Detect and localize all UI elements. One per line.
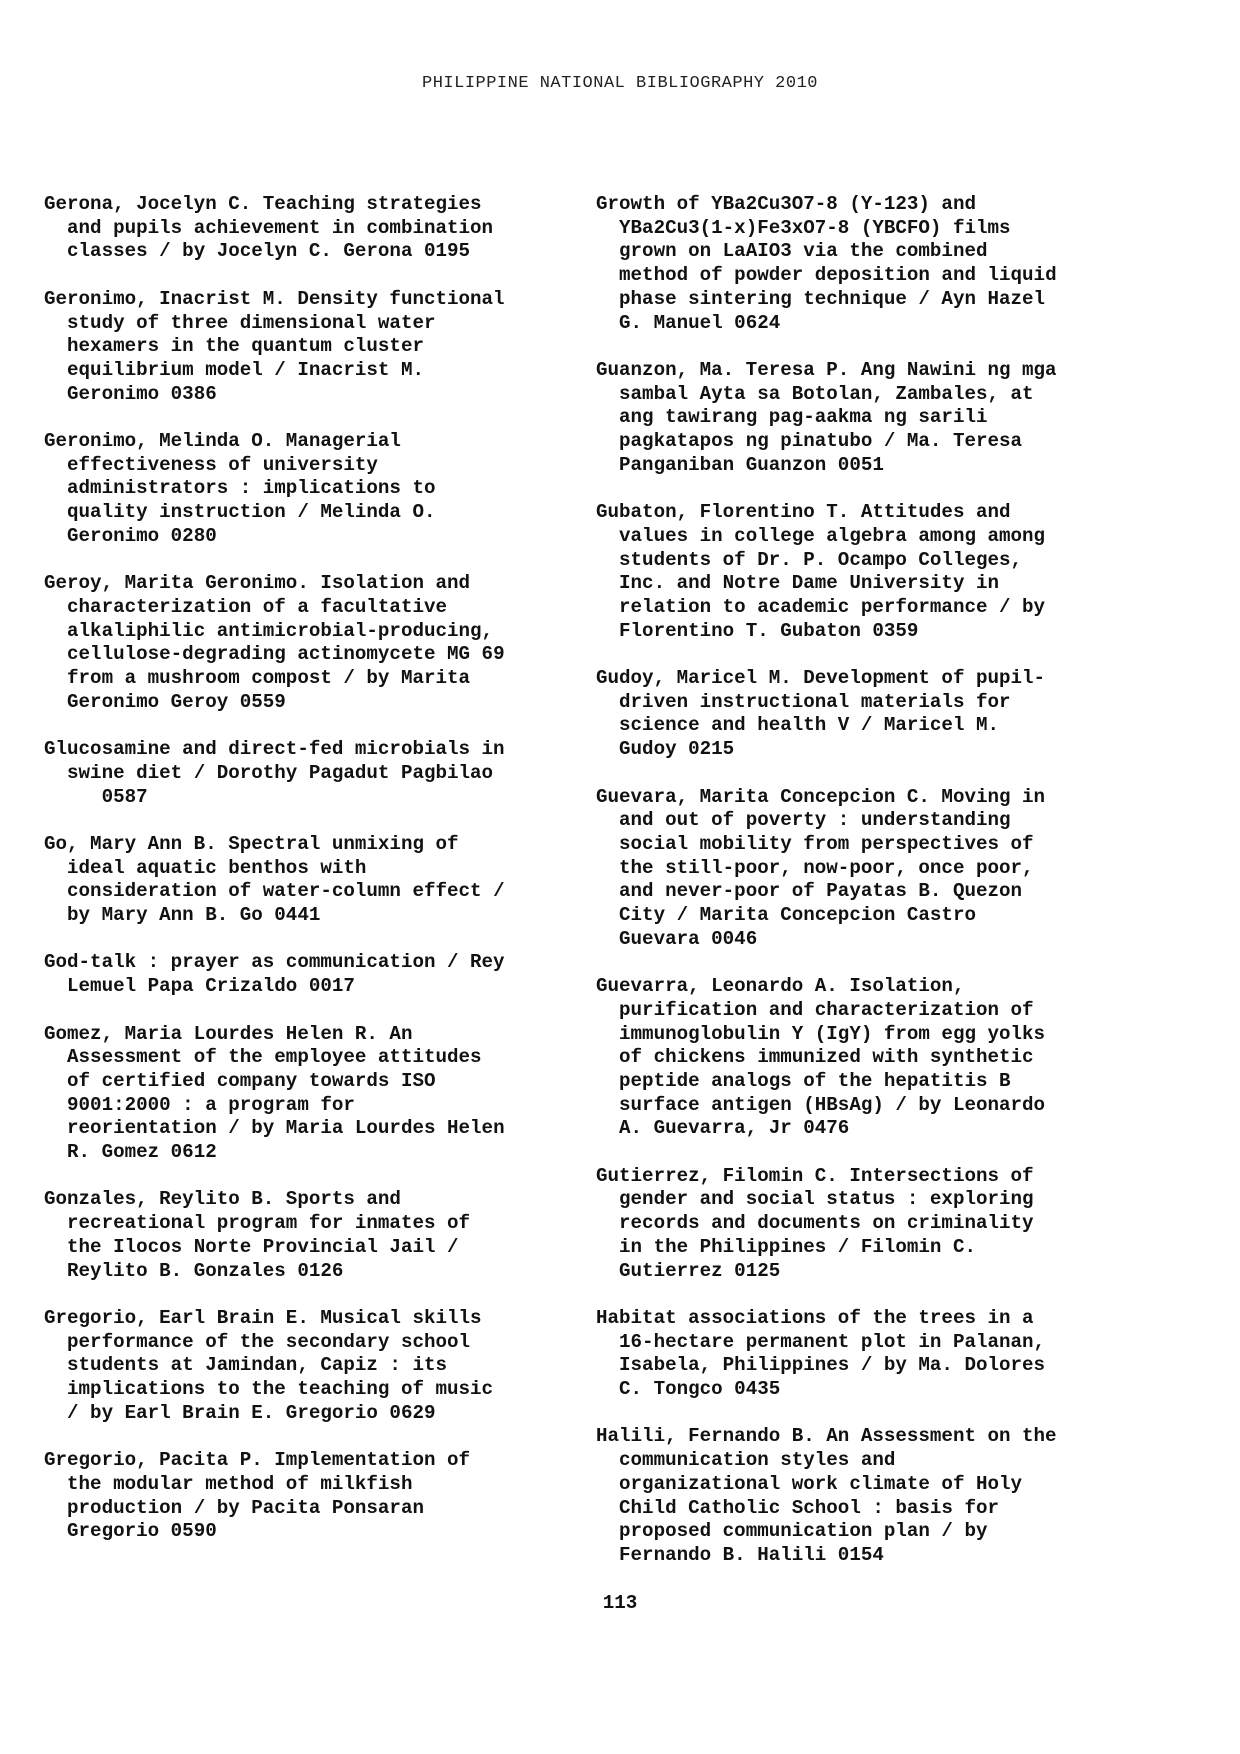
bibliography-entry: Geroy, Marita Geronimo. Isolation and characterization of a facultative alkaliphilic antimicrobial-producing, cellulose-degrading actinomycete MG 69 from a mushroom compost / by Marita Geronimo Geroy 0559 [44,572,505,713]
bibliography-entry: Geronimo, Melinda O. Managerial effectiveness of university administrators : implications to quality instruction / Melinda O. Geronimo 0280 [44,430,436,547]
bibliography-entry: Gubaton, Florentino T. Attitudes and values in college algebra among among students of Dr. P. Ocampo Colleges, Inc. and Notre Dame University in relation to academic performance / by Florentino T. Gubaton 0359 [596,501,1046,642]
bibliography-entry: Glucosamine and direct-fed microbials in swine diet / Dorothy Pagadut Pagbilao 0587 [44,738,505,808]
bibliography-entry: Growth of YBa2Cu3O7-8 (Y-123) and YBa2Cu3(1-x)Fe3xO7-8 (YBCFO) films grown on LaAIO3 via the combined method of powder deposition and liquid phase sintering technique / Ayn Hazel G. Manuel 0624 [596,193,1057,334]
page-number: 113 [602,1592,638,1614]
bibliography-entry: Geronimo, Inacrist M. Density functional study of three dimensional water hexamers in the quantum cluster equilibrium model / Inacrist M. Geronimo 0386 [44,287,505,405]
running-header: PHILIPPINE NATIONAL BIBLIOGRAPHY 2010 [422,74,818,93]
right-column [596,193,1116,1591]
bibliography-entry: Gregorio, Pacita P. Implementation of the modular method of milkfish production / by Pacita Ponsaran Gregorio 0590 [44,1449,471,1543]
bibliography-entry: Habitat associations of the trees in a 16-hectare permanent plot in Palanan, Isabela, Philippines / by Ma. Dolores C. Tongco 0435 [596,1306,1046,1401]
bibliography-entry: God-talk : prayer as communication / Rey Lemuel Papa Crizaldo 0017 [44,951,505,998]
bibliography-entry: Go, Mary Ann B. Spectral unmixing of ideal aquatic benthos with consideration of water-column effect / by Mary Ann B. Go 0441 [44,832,505,927]
bibliography-entry: Guevara, Marita Concepcion C. Moving in and out of poverty : understanding social mobility from perspectives of the still-poor, now-poor, once poor, and never-poor of Payatas B. Quezon City / Marita Concepcion Castro Guevara 0046 [596,785,1046,950]
bibliography-entry: Gudoy, Maricel M. Development of pupil- driven instructional materials for science and health V / Maricel M. Gudoy 0215 [596,667,1046,761]
bibliography-entry: Gregorio, Earl Brain E. Musical skills performance of the secondary school students at Jamindan, Capiz : its implications to the teaching of music / by Earl Brain E. Gregorio 0629 [44,1306,494,1424]
bibliography-entry: Guevarra, Leonardo A. Isolation, purification and characterization of immunoglobulin Y (IgY) from egg yolks of chickens immunized with synthetic peptide analogs of the hepatitis B surface antigen (HBsAg) / by Leonardo A. Guevarra, Jr 0476 [596,975,1046,1140]
bibliography-entry: Guanzon, Ma. Teresa P. Ang Nawini ng mga sambal Ayta sa Botolan, Zambales, at ang tawirang pag-aakma ng sarili pagkatapos ng pinatubo / Ma. Teresa Panganiban Guanzon 0051 [596,358,1057,476]
bibliography-entry: Gerona, Jocelyn C. Teaching strategies and pupils achievement in combination classes / by Jocelyn C. Gerona 0195 [44,193,494,263]
left-column [44,193,564,1568]
bibliography-entry: Gonzales, Reylito B. Sports and recreational program for inmates of the Ilocos Norte Provincial Jail / Reylito B. Gonzales 0126 [44,1188,471,1282]
bibliography-entry: Gutierrez, Filomin C. Intersections of gender and social status : exploring records and documents on criminality in the Philippines / Filomin C. Gutierrez 0125 [596,1164,1034,1282]
bibliography-entry: Gomez, Maria Lourdes Helen R. An Assessment of the employee attitudes of certified company towards ISO 9001:2000 : a program for reorientation / by Maria Lourdes Helen R. Gomez 0612 [44,1022,505,1164]
bibliography-entry: Halili, Fernando B. An Assessment on the communication styles and organizational work climate of Holy Child Catholic School : basis for proposed communication plan / by Fernando B. Halili 0154 [596,1425,1057,1566]
